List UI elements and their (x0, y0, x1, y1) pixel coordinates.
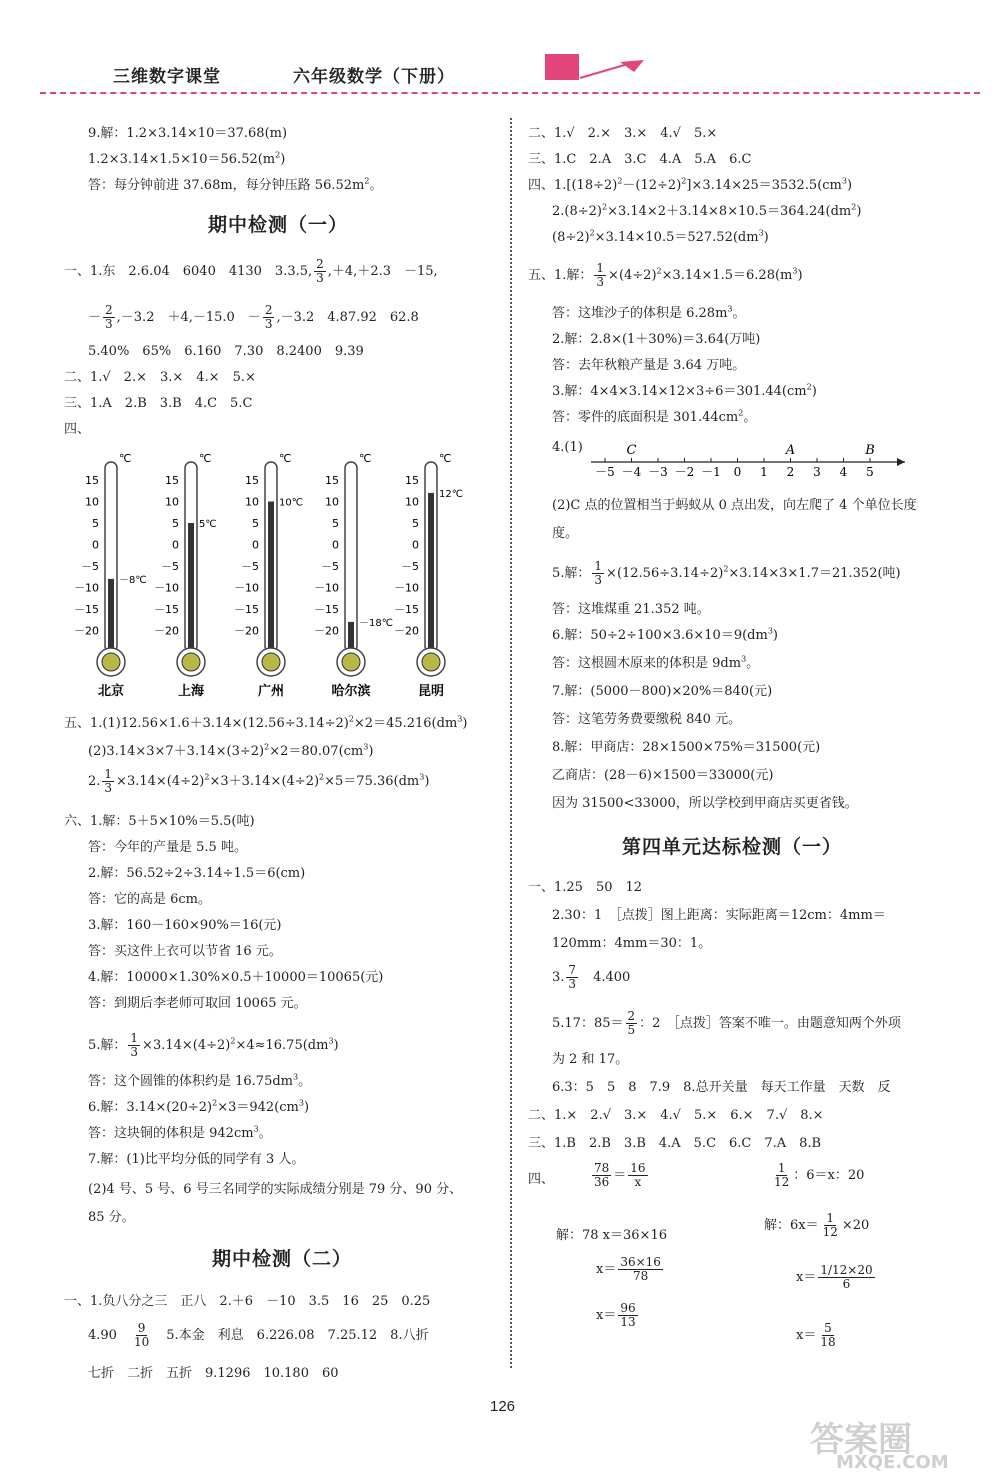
page-number: 126 (490, 1398, 516, 1415)
scale-label: 10 (165, 495, 179, 509)
unit-label: ℃ (199, 452, 212, 465)
bulb-fill (342, 653, 360, 671)
text-line: 答：买这件上衣可以节省 16 元。 (88, 944, 282, 959)
tick-label: 2 (786, 465, 795, 479)
bulb-fill (182, 653, 200, 671)
text-line: 六、1.解：5＋5×10%＝5.5(吨) (64, 814, 255, 829)
scale-label: －20 (394, 624, 419, 638)
mercury-column (188, 523, 194, 654)
equation: x＝ $\frac{96}{13}$ (596, 1301, 636, 1329)
tick-label: 3 (813, 465, 821, 479)
scale-label: －20 (154, 624, 179, 638)
text-line: 3.解：$4\times 4\times 3.14\times 12\times 3\div 6=301.44(cm^2)$ (552, 382, 817, 399)
watermark-logo: 答案圈 (810, 1420, 912, 1460)
mercury-column (268, 502, 274, 655)
scale-label: 5 (252, 517, 259, 530)
unit-label: ℃ (279, 452, 292, 465)
scale-label: 15 (405, 474, 419, 487)
unit-label: ℃ (119, 452, 132, 465)
thermometer (394, 452, 463, 699)
scale-label: 10 (325, 495, 339, 509)
text-line: 二、1.× 2.√ 3.× 4.√ 5.× 6.× 7.√ 8.× (528, 1108, 824, 1123)
scale-label: －10 (154, 581, 179, 595)
scale-label: －15 (74, 603, 99, 616)
text-line: 答：每分钟前进 37.68m，每分钟压路 $56.52m^2$。 (88, 176, 383, 193)
scale-label: 10 (245, 495, 259, 509)
text-line: 答：这根圆木原来的体积是 $9dm^3$。 (552, 654, 760, 671)
scale-label: －10 (234, 581, 259, 595)
text-line: 答：今年的产量是 5.5 吨。 (88, 840, 247, 855)
tick-label: 0 (733, 465, 742, 479)
text-line: 2.30：1 ［点拨］图上距离：实际距离＝12cm：4mm＝ (552, 908, 886, 923)
tick-label: －5 (595, 465, 615, 479)
text-line: 一、1.东 2.6.04 6040 4130 3.3.5, $\frac{2}{3}$ ,＋4,＋2.3 －15, (64, 257, 438, 285)
temperature-label: 5℃ (199, 519, 217, 530)
scale-label: 0 (92, 538, 99, 552)
tick-label: －2 (674, 465, 695, 479)
text-line: 答：去年秋粮产量是 3.64 万吨。 (552, 358, 746, 373)
scale-label: －5 (401, 560, 419, 573)
mercury-column (108, 579, 114, 654)
text-line: 三、1.C 2.A 3.C 4.A 5.A 6.C (528, 152, 752, 167)
city-label: 昆明 (417, 684, 445, 699)
text-line: 一、1.负八分之三 正八 2.＋6 －10 3.5 16 25 0.25 (64, 1294, 431, 1309)
tick-label: 5 (866, 465, 874, 479)
scale-label: 15 (325, 474, 339, 487)
text-line: 答：到期后李老师可取回 10065 元。 (88, 996, 307, 1011)
number-line (585, 436, 915, 486)
text-line: 4.解：10000×1.30%×0.5＋10000＝10065(元) (88, 970, 384, 985)
text-line: 为 2 和 17。 (552, 1052, 629, 1067)
scale-label: 10 (405, 495, 419, 509)
city-label: 上海 (177, 684, 205, 699)
thermometer-figure (60, 440, 500, 700)
scale-label: 15 (165, 474, 179, 487)
scale-label: 15 (85, 474, 99, 487)
text-line: 9.解：1.2×3.14×10＝37.68(m) (88, 126, 288, 141)
watermark-url: MXQE.COM (836, 1452, 949, 1473)
mercury-column (428, 493, 434, 654)
text-line: 6.解：$50\div 2\div 100\times 3.6\times 10=9(dm^3)$ (552, 626, 778, 643)
bulb-fill (102, 653, 120, 671)
text-line: 6.3：5 5 8 7.9 8.总开关量 每天工作量 天数 反 (552, 1080, 891, 1095)
scale-label: 0 (332, 538, 339, 552)
text-line: 答：它的高是 6cm。 (88, 892, 212, 907)
text-line: 五、$1.(1)12.56\times 1.6+3.14\times(12.56\div 3.14\div 2)^2\times 2=45.216(dm^3)$ (64, 714, 468, 731)
text-line: 答：这堆沙子的体积是 $6.28m^3$。 (552, 304, 746, 321)
scale-label: －20 (314, 624, 339, 638)
equation: x＝ $\frac{5}{18}$ (796, 1321, 836, 1349)
text-line: 答：零件的底面积是 $301.44cm^2$。 (552, 408, 757, 425)
text-line: 答：这个圆锥的体积约是 $16.75dm^3$。 (88, 1072, 312, 1089)
bulb-fill (422, 653, 440, 671)
text-line: 答：这堆煤重 21.352 吨。 (552, 602, 710, 617)
scale-label: －5 (161, 560, 179, 573)
text-line: 4.90 $\frac{9}{10}$ 5.本金 利息 6.226.08 7.25.12 8.八折 (88, 1321, 429, 1349)
text-line: 5.解： $\frac{1}{3}$ $\times 3.14\times(4\div 2)^2\times 4\approx 16.75(dm^3)$ (88, 1031, 339, 1059)
tick-label: －1 (701, 465, 721, 479)
header-right: 六年级数学（下册） (293, 67, 455, 87)
tick-label: 4 (839, 465, 848, 479)
text-line: 答：这块铜的体积是 $942cm^3$。 (88, 1124, 272, 1141)
city-label: 北京 (97, 684, 125, 699)
point-label: B (865, 443, 875, 458)
text-line: 5.40% 65% 6.160 7.30 8.2400 9.39 (88, 344, 364, 359)
text-line: 5.17：85＝ $\frac{2}{5}$ ：2 ［点拨］答案不唯一。由题意知两个外项 (552, 1009, 901, 1037)
city-label: 广州 (257, 684, 285, 699)
thermometer (234, 452, 303, 699)
text-line: $2.(8\div 2)^2\times 3.14\times 2+3.14\times 8\times 10.5=364.24(dm^2)$ (552, 202, 862, 219)
thermometer (154, 452, 217, 699)
scale-label: －5 (321, 560, 339, 573)
text-line: 7.解：(1)比平均分低的同学有 3 人。 (88, 1152, 305, 1167)
scale-label: 15 (245, 474, 259, 487)
equation: x＝ $\frac{36\times 16}{78}$ (596, 1255, 661, 1283)
text-line: 7.解：(5000－800)×20%＝840(元) (552, 684, 773, 699)
text-line: 一、1.25 50 12 (528, 880, 643, 895)
text-line: 二、1.√ 2.× 3.× 4.√ 5.× (528, 126, 718, 141)
text-line: 3.解：160－160×90%＝16(元) (88, 918, 282, 933)
thermometer (74, 452, 147, 699)
text-line: 度。 (552, 526, 579, 541)
tick-label: －3 (648, 465, 668, 479)
text-line: － $\frac{2}{3}$ ,－3.2 ＋4,－15.0 － $\frac{2}{3}$ ,－3.2 4.87.92 62.8 (88, 303, 419, 331)
temperature-label: －8℃ (119, 574, 147, 586)
scale-label: －10 (74, 581, 99, 595)
scale-label: 0 (252, 538, 259, 552)
text-line: $(2)3.14\times 3\times 7+3.14\times(3\div 2)^2\times 2=80.07(cm^3)$ (88, 742, 374, 759)
equation: x＝ $\frac{1/12\times 20}{6}$ (796, 1263, 873, 1291)
temperature-label: 12℃ (439, 488, 463, 500)
text-line: 三、1.B 2.B 3.B 4.A 5.C 6.C 7.A 8.B (528, 1136, 822, 1151)
scale-label: 5 (412, 517, 419, 530)
scale-label: －5 (81, 560, 99, 573)
scale-label: 5 (332, 517, 339, 530)
scale-label: －15 (154, 603, 179, 616)
scale-label: －15 (314, 603, 339, 616)
section-title: 第四单元达标检测（一） (622, 836, 843, 858)
scale-label: 5 (92, 517, 99, 530)
equation: $\frac{1}{12}$ ：6＝x：20 (774, 1161, 865, 1189)
scale-label: 0 (172, 538, 179, 552)
tick-label: 1 (760, 465, 768, 479)
scale-label: 0 (412, 538, 419, 552)
text-line: 5.解： $\frac{1}{3}$ $\times(12.56\div 3.14\div 2)^2\times 3.14\times 3\times 1.7=21.352$(吨) (552, 559, 901, 587)
text-line: $(8\div 2)^2\times 3.14\times 10.5=527.52(dm^3)$ (552, 228, 769, 245)
text-line: 二、1.√ 2.× 3.× 4.× 5.× (64, 370, 256, 385)
text-line: $1.2\times 3.14\times 1.5\times 10=56.52(m^2)$ (88, 150, 286, 167)
text-line: 2. $\frac{1}{3}$ $\times 3.14\times(4\div 2)^2\times 3+3.14\times(4\div 2)^2\times 5=75.36(dm^3)$ (88, 767, 430, 795)
equation: 解：78 x＝36×16 (556, 1228, 667, 1243)
thermometer (314, 452, 393, 699)
header-left: 三维数字课堂 (113, 67, 221, 87)
scale-label: 5 (172, 517, 179, 530)
text-line: 五、1.解： $\frac{1}{3}$ $\times(4\div 2)^2\times 3.14\times 1.5=6.28(m^3)$ (528, 261, 803, 289)
scale-label: －10 (394, 581, 419, 595)
book-logo (545, 54, 579, 80)
column-divider (510, 118, 512, 1368)
text-line: (2)C 点的位置相当于蚂蚁从 0 点出发，向左爬了 4 个单位长度 (552, 498, 917, 513)
tick-label: －4 (621, 465, 642, 479)
temperature-label: －18℃ (359, 617, 393, 629)
text-line: 85 分。 (88, 1210, 135, 1225)
equation: $\frac{78}{36}$ ＝ $\frac{16}{x}$ (594, 1161, 646, 1189)
text-line: 四、 (528, 1172, 555, 1187)
text-line: 因为 31500<33000，所以学校到甲商店买更省钱。 (552, 796, 858, 811)
header-divider (40, 92, 980, 94)
rocket-icon (578, 56, 650, 82)
text-line: 4.(1) (552, 440, 583, 455)
section-title: 期中检测（一） (208, 214, 349, 236)
unit-label: ℃ (359, 452, 372, 465)
text-line: 120mm：4mm＝30：1。 (552, 936, 712, 951)
text-line: 答：这笔劳务费要缴税 840 元。 (552, 712, 742, 727)
text-line: 七折 二折 五折 9.1296 10.180 60 (88, 1366, 339, 1381)
text-line: 6.解：$3.14\times(20\div 2)^2\times 3=942(cm^3)$ (88, 1098, 310, 1115)
scale-label: －5 (241, 560, 259, 573)
scale-label: －20 (74, 624, 99, 638)
city-label: 哈尔滨 (331, 684, 371, 699)
point-label: C (626, 443, 637, 458)
section-title: 期中检测（二） (212, 1248, 353, 1270)
text-line: 乙商店：(28－6)×1500＝33000(元) (552, 768, 774, 783)
scale-label: －10 (314, 581, 339, 595)
axis-arrow (897, 458, 905, 466)
text-line: 三、1.A 2.B 3.B 4.C 5.C (64, 396, 253, 411)
temperature-label: 10℃ (279, 497, 303, 509)
text-line: 8.解：甲商店：28×1500×75%＝31500(元) (552, 740, 821, 755)
point-label: A (785, 443, 796, 458)
scale-label: －15 (394, 603, 419, 616)
scale-label: －15 (234, 603, 259, 616)
text-line: 四、 (64, 422, 91, 437)
bulb-fill (262, 653, 280, 671)
scale-label: 10 (85, 495, 99, 509)
equation: 解：6x＝ $\frac{1}{12}$ ×20 (764, 1211, 870, 1239)
text-line: 2.解：56.52÷2÷3.14÷1.5＝6(cm) (88, 866, 306, 881)
text-line: 四、$1.[(18\div 2)^2-(12\div 2)^2]\times 3.14\times 25=3532.5(cm^3)$ (528, 176, 853, 193)
text-line: (2)4 号、5 号、6 号三名同学的实际成绩分别是 79 分、90 分、 (88, 1182, 463, 1197)
text-line: 2.解：2.8×(1＋30%)＝3.64(万吨) (552, 332, 761, 347)
unit-label: ℃ (439, 452, 452, 465)
text-line: 3. $\frac{7}{3}$ 4.400 (552, 963, 631, 991)
scale-label: －20 (234, 624, 259, 638)
